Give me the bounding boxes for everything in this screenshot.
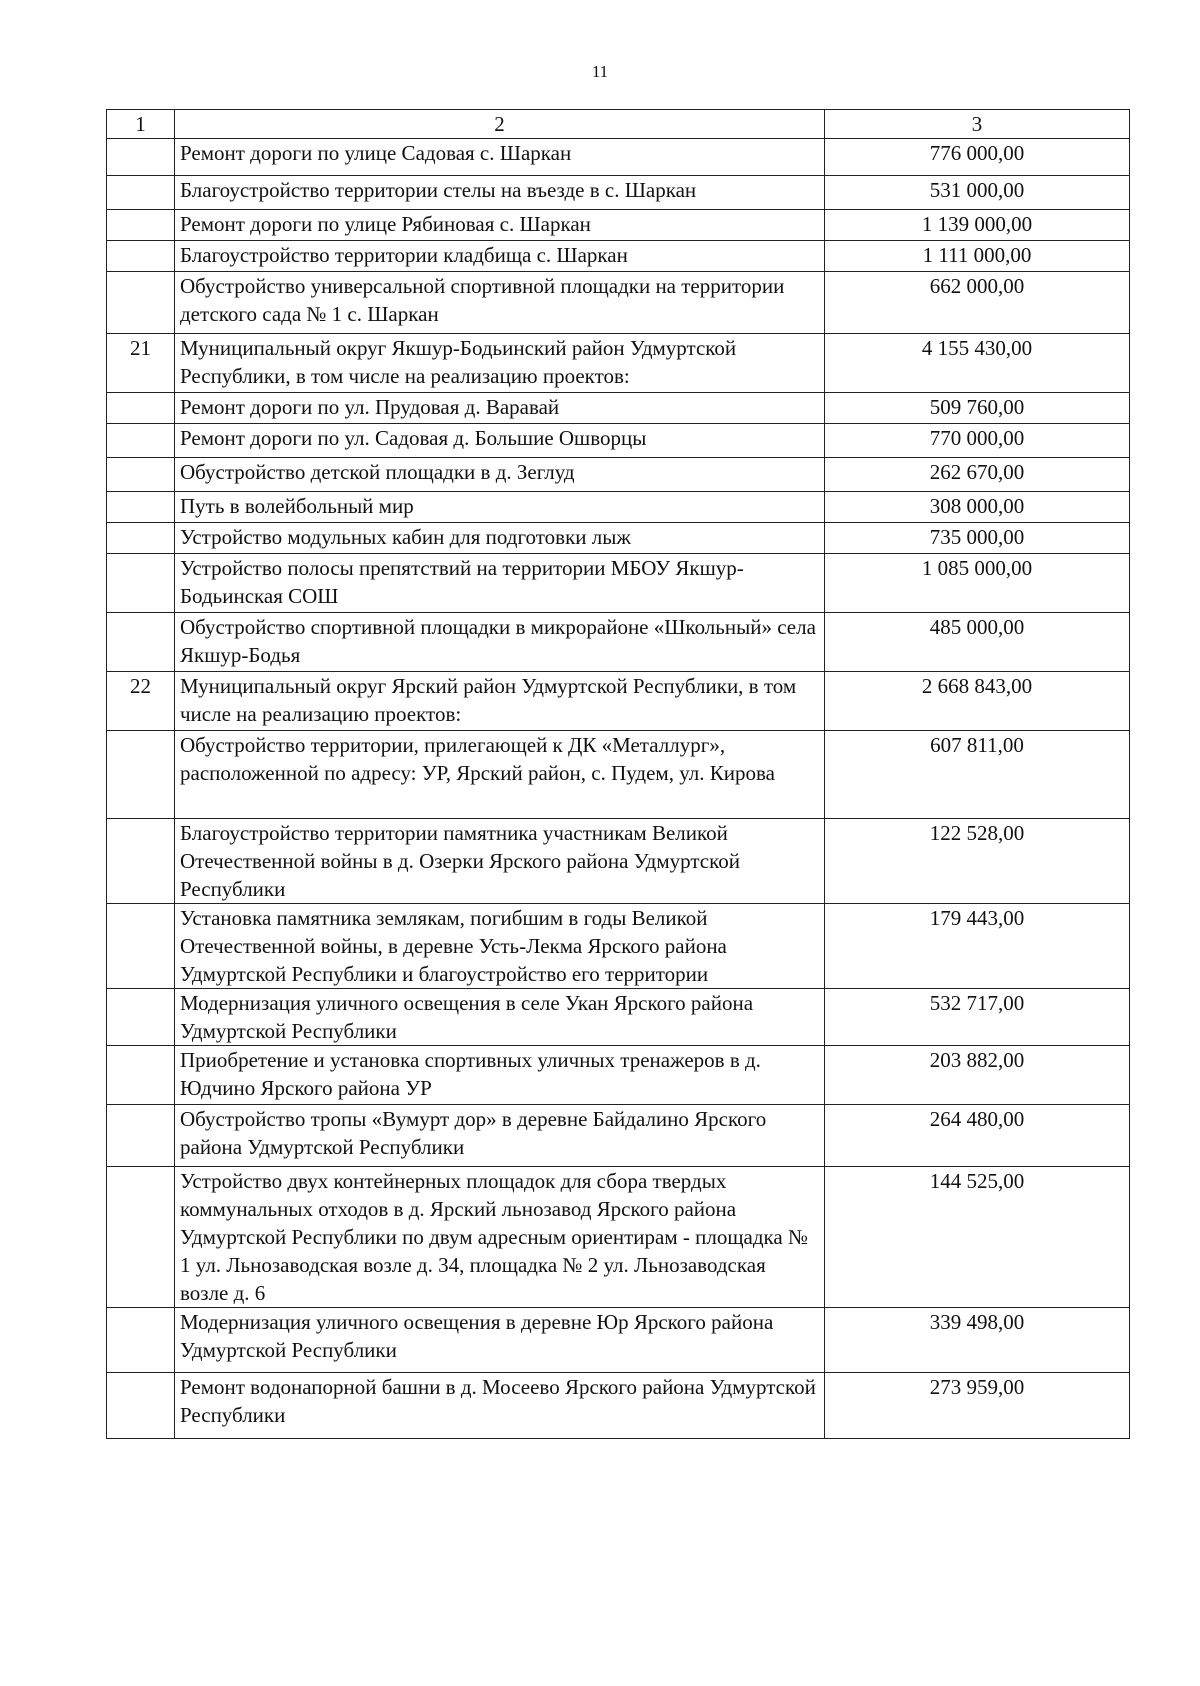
table-row — [107, 613, 1130, 672]
row-number — [107, 989, 175, 1046]
row-amount: 770 000,00 — [825, 424, 1130, 458]
row-amount: 203 882,00 — [825, 1046, 1130, 1105]
header-col-name: 2 — [175, 110, 825, 139]
page-number: 11 — [591, 62, 609, 81]
row-project-name: Обустройство тропы «Вумурт дор» в деревне Байдалино Ярского района Удмуртской Республики — [175, 1105, 825, 1167]
table-row — [107, 523, 1130, 554]
row-number — [107, 1308, 175, 1373]
header-col-number: 1 — [107, 110, 175, 139]
row-project-name: Ремонт водонапорной башни в д. Мосеево Ярского района Удмуртской Республики — [175, 1373, 825, 1439]
row-number — [107, 492, 175, 523]
table-row — [107, 334, 1130, 393]
row-number — [107, 613, 175, 672]
table-row — [107, 1373, 1130, 1439]
row-number — [107, 424, 175, 458]
row-project-name: Ремонт дороги по улице Рябиновая с. Шаркан — [175, 210, 825, 241]
row-project-name: Обустройство спортивной площадки в микрорайоне «Школьный» села Якшур-Бодья — [175, 613, 825, 672]
row-number — [107, 554, 175, 613]
row-project-name: Обустройство территории, прилегающей к ДК «Металлург», расположенной по адресу: УР, Ярский район, с. Пудем, ул. Кирова — [175, 731, 825, 819]
row-project-name: Благоустройство территории памятника участникам Великой Отечественной войны в д. Озерки Ярского района Удмуртской Республики — [175, 819, 825, 904]
row-number — [107, 1373, 175, 1439]
row-amount: 122 528,00 — [825, 819, 1130, 904]
row-amount: 1 085 000,00 — [825, 554, 1130, 613]
table-row — [107, 672, 1130, 731]
row-number — [107, 731, 175, 819]
row-amount: 1 111 000,00 — [825, 241, 1130, 272]
row-amount: 735 000,00 — [825, 523, 1130, 554]
row-project-name: Ремонт дороги по улице Садовая с. Шаркан — [175, 139, 825, 176]
row-project-name: Ремонт дороги по ул. Садовая д. Большие Ошворцы — [175, 424, 825, 458]
table-row — [107, 424, 1130, 458]
projects-table — [106, 109, 1130, 1439]
table-row — [107, 241, 1130, 272]
row-number — [107, 1167, 175, 1308]
row-number — [107, 819, 175, 904]
row-number: 22 — [107, 672, 175, 731]
row-project-name: Благоустройство территории стелы на въезде в с. Шаркан — [175, 176, 825, 210]
table-row — [107, 210, 1130, 241]
table-row — [107, 272, 1130, 334]
row-number — [107, 523, 175, 554]
table-row — [107, 176, 1130, 210]
row-amount: 144 525,00 — [825, 1167, 1130, 1308]
row-number — [107, 272, 175, 334]
projects-table-body — [107, 110, 1130, 1439]
row-project-name: Устройство модульных кабин для подготовки лыж — [175, 523, 825, 554]
row-amount: 339 498,00 — [825, 1308, 1130, 1373]
row-project-name: Обустройство детской площадки в д. Зеглуд — [175, 458, 825, 492]
row-project-name: Путь в волейбольный мир — [175, 492, 825, 523]
header-col-amount: 3 — [825, 110, 1130, 139]
table-header-row — [107, 110, 1130, 139]
row-project-name: Модернизация уличного освещения в селе Укан Ярского района Удмуртской Республики — [175, 989, 825, 1046]
row-number — [107, 139, 175, 176]
row-project-name: Приобретение и установка спортивных уличных тренажеров в д. Юдчино Ярского района УР — [175, 1046, 825, 1105]
table-row — [107, 1046, 1130, 1105]
row-amount: 485 000,00 — [825, 613, 1130, 672]
row-amount: 532 717,00 — [825, 989, 1130, 1046]
row-project-name: Муниципальный округ Якшур-Бодьинский район Удмуртской Республики, в том числе на реализацию проектов: — [175, 334, 825, 393]
row-amount: 308 000,00 — [825, 492, 1130, 523]
row-project-name: Модернизация уличного освещения в деревне Юр Ярского района Удмуртской Республики — [175, 1308, 825, 1373]
row-number — [107, 458, 175, 492]
table-row — [107, 1308, 1130, 1373]
table-row — [107, 139, 1130, 176]
row-project-name: Ремонт дороги по ул. Прудовая д. Варавай — [175, 393, 825, 424]
table-row — [107, 554, 1130, 613]
table-row — [107, 904, 1130, 989]
row-amount: 509 760,00 — [825, 393, 1130, 424]
row-project-name: Благоустройство территории кладбища с. Шаркан — [175, 241, 825, 272]
row-amount: 1 139 000,00 — [825, 210, 1130, 241]
table-row — [107, 1167, 1130, 1308]
table-row — [107, 458, 1130, 492]
row-amount: 2 668 843,00 — [825, 672, 1130, 731]
row-amount: 273 959,00 — [825, 1373, 1130, 1439]
row-amount: 264 480,00 — [825, 1105, 1130, 1167]
row-number — [107, 241, 175, 272]
row-number: 21 — [107, 334, 175, 393]
row-number — [107, 1046, 175, 1105]
table-row — [107, 492, 1130, 523]
row-project-name: Устройство полосы препятствий на территории МБОУ Якшур-Бодьинская СОШ — [175, 554, 825, 613]
row-number — [107, 1105, 175, 1167]
row-project-name: Обустройство универсальной спортивной площадки на территории детского сада № 1 с. Шаркан — [175, 272, 825, 334]
row-amount: 662 000,00 — [825, 272, 1130, 334]
row-amount: 607 811,00 — [825, 731, 1130, 819]
table-row — [107, 1105, 1130, 1167]
table-row — [107, 819, 1130, 904]
row-project-name: Муниципальный округ Ярский район Удмуртской Республики, в том числе на реализацию проектов: — [175, 672, 825, 731]
row-number — [107, 176, 175, 210]
table-row — [107, 393, 1130, 424]
row-amount: 531 000,00 — [825, 176, 1130, 210]
row-project-name: Установка памятника землякам, погибшим в годы Великой Отечественной войны, в деревне Усть-Лекма Ярского района Удмуртской Республики и благоустройство его территории — [175, 904, 825, 989]
row-number — [107, 393, 175, 424]
table-row — [107, 731, 1130, 819]
row-amount: 776 000,00 — [825, 139, 1130, 176]
row-amount: 4 155 430,00 — [825, 334, 1130, 393]
table-row — [107, 989, 1130, 1046]
row-number — [107, 210, 175, 241]
row-amount: 262 670,00 — [825, 458, 1130, 492]
row-amount: 179 443,00 — [825, 904, 1130, 989]
row-project-name: Устройство двух контейнерных площадок для сбора твердых коммунальных отходов в д. Ярский льнозавод Ярского района Удмуртской Республики по двум адресным ориентирам - площадка № 1 ул. Льнозаводская возле д. 34, площадка № 2 ул. Льнозаводская возле д. 6 — [175, 1167, 825, 1308]
row-number — [107, 904, 175, 989]
